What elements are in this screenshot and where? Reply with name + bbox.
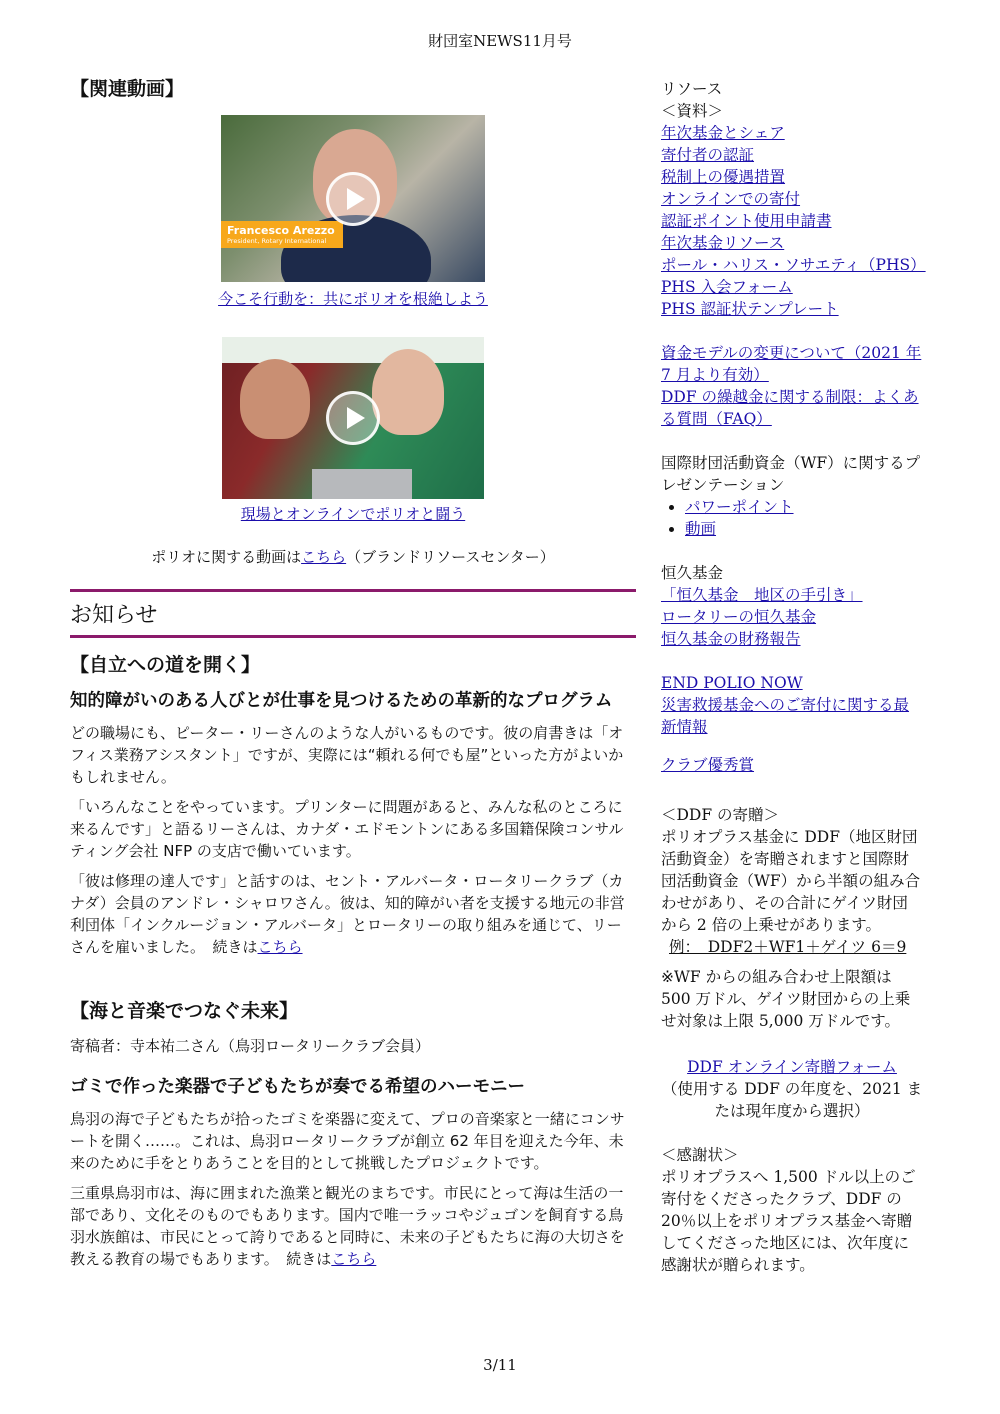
article-2-subheading: ゴミで作った楽器で子どもたちが奏でる希望のハーモニー (70, 1077, 525, 1097)
article-2-heading: 【海と音楽でつなぐ未来】 (70, 1000, 299, 1022)
wf-links (661, 496, 923, 540)
link-ddf-online-form[interactable]: DDF オンライン寄贈フォーム (687, 1058, 897, 1076)
more-videos-line (70, 546, 636, 567)
laptop (312, 469, 412, 499)
notice-title: お知らせ (70, 603, 158, 628)
link-endowment-guide[interactable]: 「恒久基金 地区の手引き」 (661, 586, 863, 604)
ddf-note: ※WF からの組み合わせ上限額は 500 万ドル、ゲイツ財団からの上乗せ対象は上限 5,000 万ドルです。 (661, 968, 911, 1030)
play-icon[interactable] (326, 391, 380, 445)
link-club-award[interactable]: クラブ優秀賞 (661, 756, 755, 774)
article-2-byline: 寄稿者：寺本祐二さん（鳥羽ロータリークラブ会員） (70, 1037, 431, 1055)
link-rotary-endowment[interactable]: ロータリーの恒久基金 (661, 608, 817, 626)
person-figure-right (372, 349, 444, 435)
article-1-paragraph-1: どの職場にも、ピーター・リーさんのような人がいるものです。彼の肩書きは「オフィス業務アシスタント」ですが、実際には“頼れる何でも屋”といった方がよいかもしれません。 (70, 724, 624, 786)
article-1-heading: 【自立への道を開く】 (70, 654, 261, 676)
play-icon[interactable] (326, 172, 380, 226)
funding-links (661, 342, 923, 430)
link-annual-fund-share[interactable]: 年次基金とシェア (661, 124, 785, 142)
link-ddf-rollover-faq[interactable]: DDF の繰越金に関する制限：よくある質問（FAQ） (661, 388, 919, 428)
more-videos-link[interactable]: こちら (301, 548, 347, 566)
thanks-text: ポリオプラスへ 1,500 ドル以上のご寄付をくださったクラブ、DDF の 20％以上をポリオプラス基金へ寄贈してくださった地区には、次年度に感謝状が贈られます。 (661, 1168, 916, 1274)
material-links (661, 122, 926, 320)
article-1-paragraph-3 (70, 870, 636, 958)
video-1-link[interactable]: 今こそ行動を：共にポリオを根絶しよう (218, 290, 488, 308)
video-2-link[interactable]: 現場とオンラインでポリオと闘う (240, 505, 466, 523)
name-tag-role: President, Rotary International (227, 237, 327, 245)
resources-title: リソース (661, 80, 723, 98)
thanks-title: ＜感謝状＞ (661, 1146, 739, 1164)
sidebar (661, 78, 926, 1276)
article-2-paragraph-2 (70, 1182, 636, 1270)
video-1 (70, 115, 636, 309)
link-end-polio-now[interactable]: END POLIO NOW (661, 674, 803, 692)
link-donor-recognition[interactable]: 寄付者の認証 (661, 146, 755, 164)
polio-links (661, 672, 923, 738)
link-recognition-points-form[interactable]: 認証ポイント使用申請書 (661, 212, 832, 230)
article-1-read-more-link[interactable]: こちら (257, 938, 303, 956)
ddf-form-note: （使用する DDF の年度を、2021 または現年度から選択） (661, 1080, 923, 1120)
person-figure-left (240, 359, 310, 439)
name-tag-name: Francesco Arezzo (227, 224, 335, 237)
link-annual-fund-resources[interactable]: 年次基金リソース (661, 234, 785, 252)
link-online-giving[interactable]: オンラインでの寄付 (661, 190, 801, 208)
video-1-name-tag (221, 221, 343, 248)
link-paul-harris-society[interactable]: ポール・ハリス・ソサエティ（PHS） (661, 256, 926, 274)
video-1-thumbnail[interactable] (221, 115, 485, 282)
materials-title: ＜資料＞ (661, 102, 724, 120)
link-video[interactable]: 動画 (685, 520, 717, 538)
more-videos-prefix: ポリオに関する動画は (151, 548, 302, 566)
article-1-subheading: 知的障がいのある人びとが仕事を見つけるための革新的なプログラム (70, 691, 613, 711)
ddf-example: 例： DDF2＋WF1＋ゲイツ 6＝9 (669, 938, 907, 956)
more-videos-suffix: （ブランドリソースセンター） (346, 548, 555, 566)
section-rule-top (70, 589, 636, 592)
video-2 (70, 337, 636, 524)
page-number: 3/11 (483, 1356, 517, 1374)
endowment-links (661, 584, 923, 650)
page-header: 財団室NEWS11月号 (428, 32, 572, 50)
related-videos-heading: 【関連動画】 (70, 78, 185, 100)
article-1-paragraph-3-text: 「彼は修理の達人です」と話すのは、セント・アルバータ・ロータリークラブ（カナダ）会員のアンドレ・シャロワさん。彼は、知的障がい者を支援する地元の非営利団体「インクルージョン・アルバータ」とロータリーの取り組みを通じて、リーさんを雇いました。 続きは (70, 872, 625, 956)
link-phs-certificate-template[interactable]: PHS 認証状テンプレート (661, 300, 839, 318)
ddf-text: ポリオプラス基金に DDF（地区財団活動資金）を寄贈されますと国際財団活動資金（WF）から半額の組み合わせがあり、その合計にゲイツ財団から 2 倍の上乗せがあります。 (661, 828, 921, 934)
article-2-paragraph-2-text: 三重県鳥羽市は、海に囲まれた漁業と観光のまちです。市民にとって海は生活の一部であり、文化そのものでもあります。国内で唯一ラッコやジュゴンを飼育する鳥羽水族館は、市民にとって誇りであると同時に、未来の子どもたちに海の大切さを教える教育の場でもあります。 続きは (70, 1184, 625, 1268)
link-phs-form[interactable]: PHS 入会フォーム (661, 278, 793, 296)
section-rule-bottom (70, 635, 636, 638)
video-2-thumbnail[interactable] (222, 337, 484, 499)
link-tax-benefits[interactable]: 税制上の優遇措置 (661, 168, 786, 186)
link-disaster-relief-update[interactable]: 災害救援基金へのご寄付に関する最新情報 (661, 696, 910, 736)
link-funding-model-change[interactable]: 資金モデルの変更について（2021 年 7 月より有効） (661, 344, 922, 384)
main-column (70, 72, 636, 1270)
endowment-title: 恒久基金 (661, 564, 724, 582)
link-endowment-financial-report[interactable]: 恒久基金の財務報告 (661, 630, 801, 648)
ddf-title: ＜DDF の寄贈＞ (661, 806, 780, 824)
screen-panel (222, 337, 484, 363)
wf-title: 国際財団活動資金（WF）に関するプレゼンテーション (661, 454, 921, 494)
article-2-paragraph-1: 鳥羽の海で子どもたちが拾ったゴミを楽器に変えて、プロの音楽家と一緒にコンサートを開く……。これは、鳥羽ロータリークラブが創立 62 年目を迎えた今年、未来のために手をとりあうことを目的として挑戦したプロジェクトです。 (70, 1110, 625, 1172)
article-1-paragraph-2: 「いろんなことをやっています。プリンターに問題があると、みんな私のところに来るんです」と語るリーさんは、カナダ・エドモントンにある多国籍保険コンサルティング会社 NFP の支店で働いています。 (70, 798, 624, 860)
link-powerpoint[interactable]: パワーポイント (685, 498, 794, 516)
article-2-read-more-link[interactable]: こちら (331, 1250, 377, 1268)
